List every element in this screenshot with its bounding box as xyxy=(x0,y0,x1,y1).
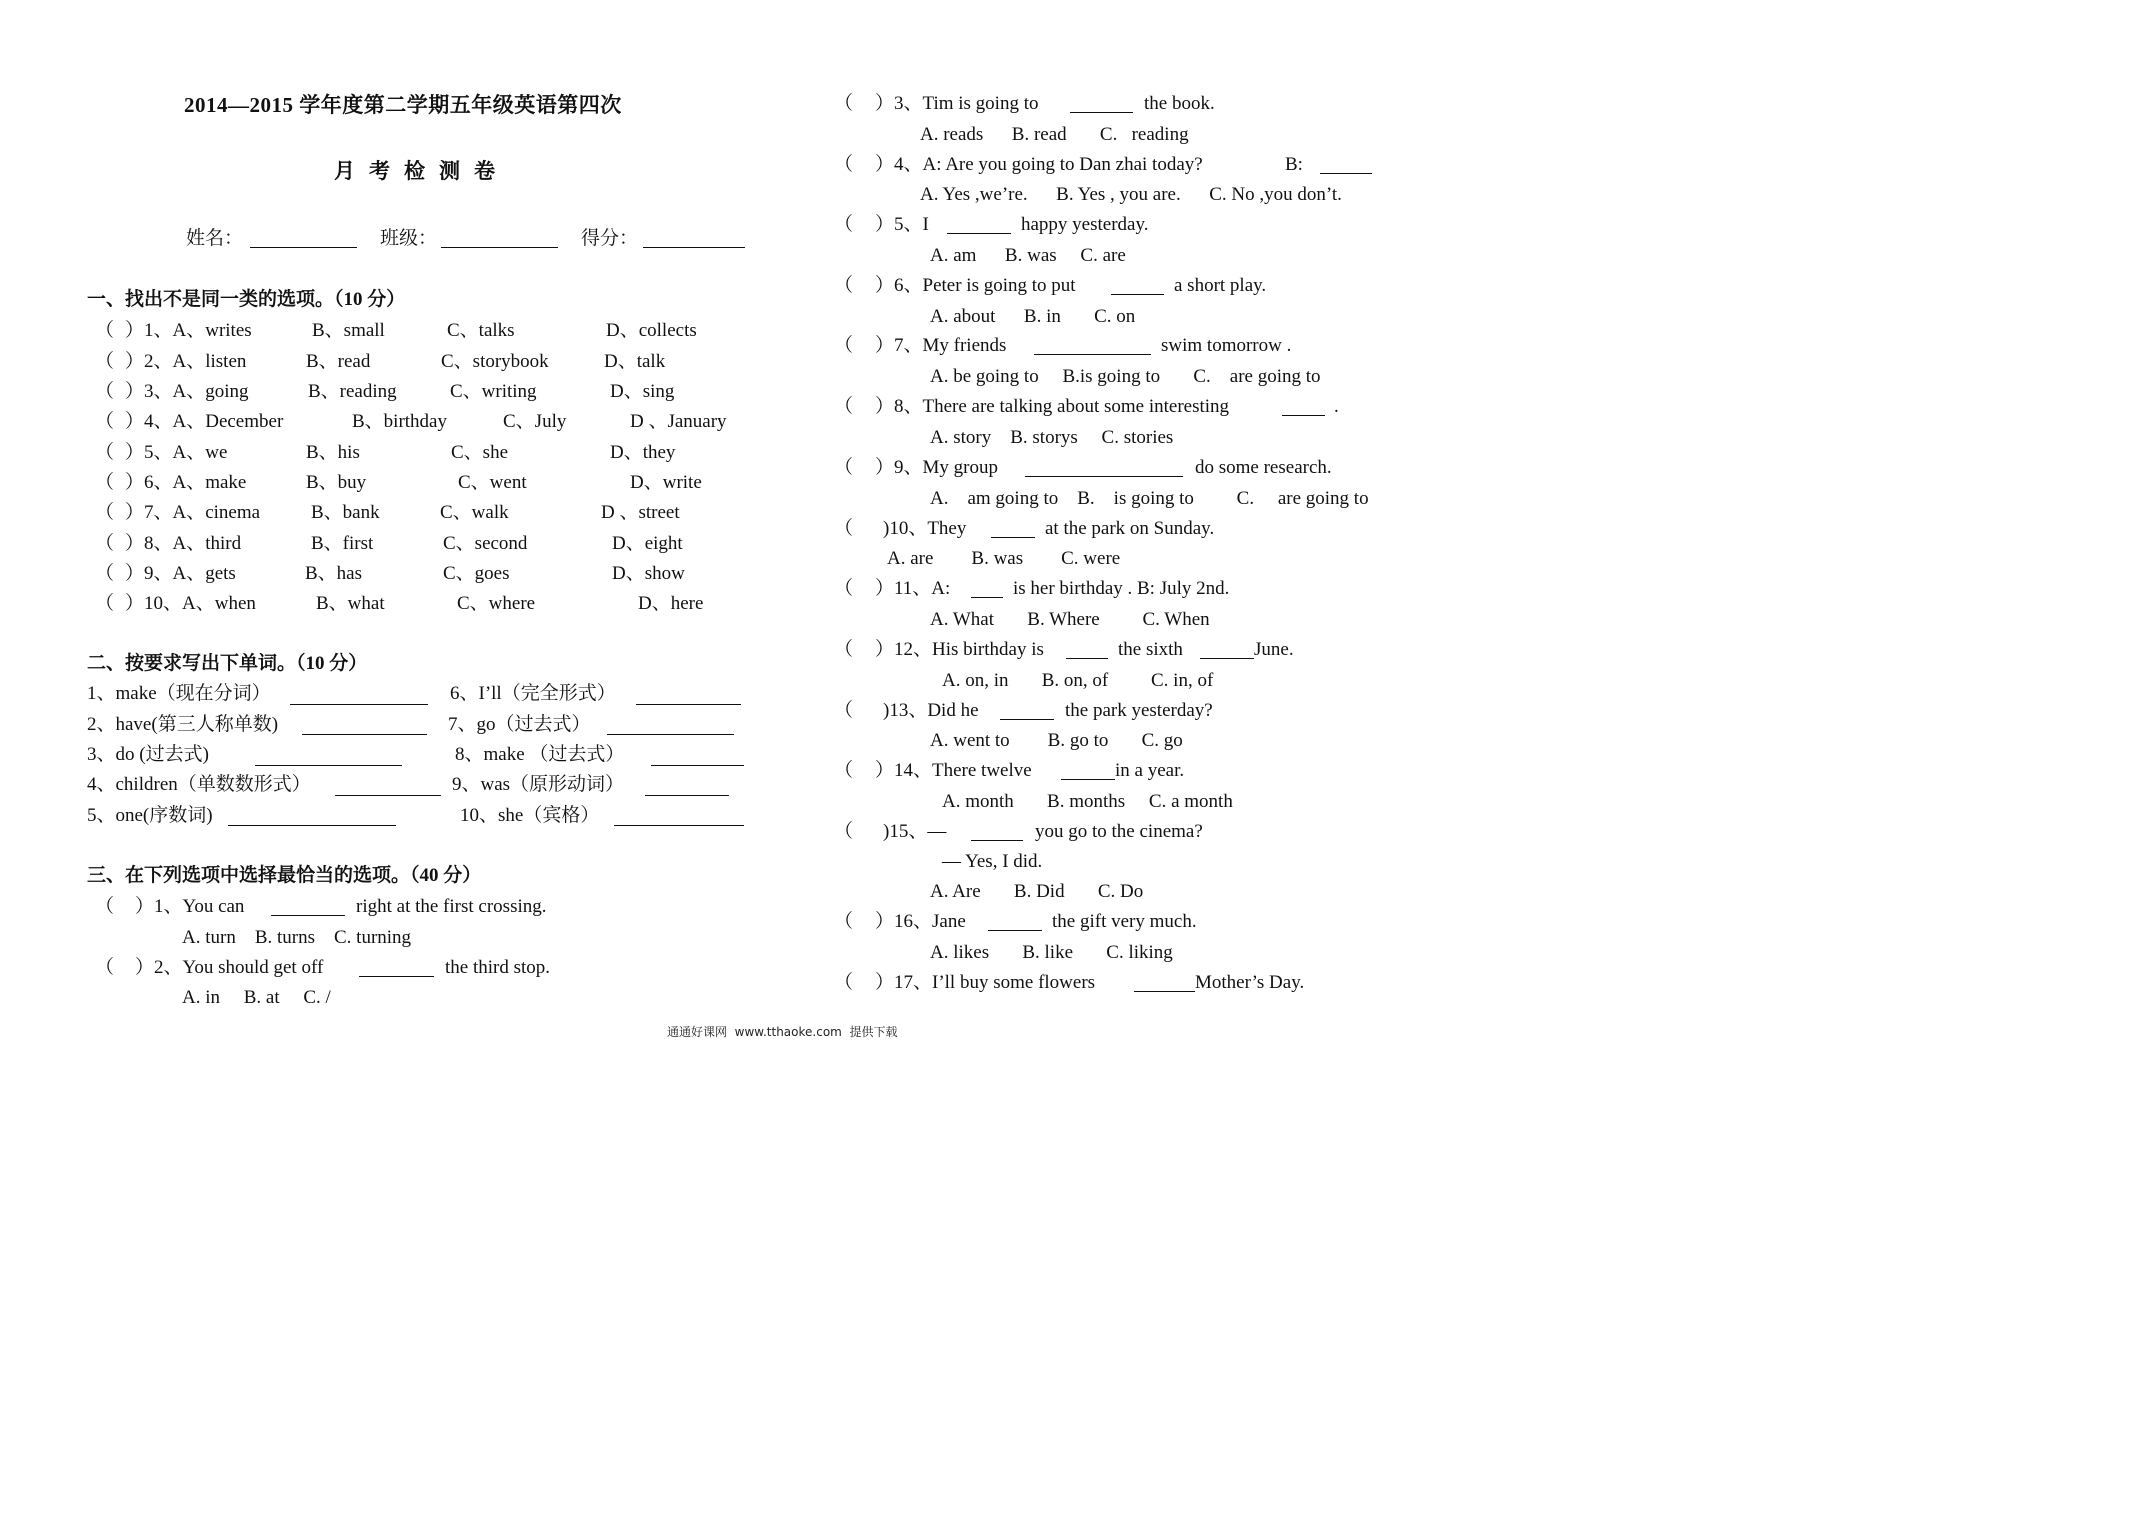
answer-blank[interactable] xyxy=(255,765,402,766)
question-stem: the sixth xyxy=(1118,639,1183,660)
question-stem: ）16、Jane xyxy=(875,911,966,932)
question-stem: is her birthday . B: July 2nd. xyxy=(1013,578,1230,599)
question-stem: ）2、You should get off xyxy=(135,957,324,978)
answer-paren[interactable]: （ xyxy=(834,518,854,539)
question-option-b: B、read xyxy=(306,351,371,372)
question-stem: ）8、There are talking about some interesting xyxy=(875,396,1230,417)
question-stem: do some research. xyxy=(1195,457,1332,478)
exam-title: 2014—2015 学年度第二学期五年级英语第四次 xyxy=(184,93,622,117)
answer-blank[interactable] xyxy=(1200,658,1254,659)
question-option-c: C、she xyxy=(451,442,509,463)
answer-paren[interactable]: （ xyxy=(95,320,115,341)
question-stem: ）12、His birthday is xyxy=(875,639,1044,660)
answer-blank[interactable] xyxy=(636,704,741,705)
question-stem: )15、— xyxy=(883,821,947,842)
answer-blank[interactable] xyxy=(614,825,744,826)
question-options: A. on, in B. on, of C. in, of xyxy=(942,670,1214,691)
answer-paren[interactable]: （ xyxy=(95,381,115,402)
question-options: A. are B. was C. were xyxy=(887,548,1121,569)
question-option-d: D、talk xyxy=(604,351,666,372)
question-option-c: C、writing xyxy=(450,381,537,402)
answer-paren[interactable]: （ xyxy=(834,457,854,478)
question-options: A. reads B. read C. reading xyxy=(920,124,1189,145)
question-stem: happy yesterday. xyxy=(1021,214,1149,235)
word-prompt: 8、make （过去式） xyxy=(455,744,625,765)
question-stem: the gift very much. xyxy=(1052,911,1197,932)
answer-paren[interactable]: （ xyxy=(834,700,854,721)
answer-paren[interactable]: （ xyxy=(834,93,854,114)
word-prompt: 6、I’ll（完全形式） xyxy=(450,683,616,704)
question-option-c: C、July xyxy=(503,411,567,432)
word-prompt: 1、make（现在分词） xyxy=(87,683,271,704)
question-option-d: D、sing xyxy=(610,381,675,402)
question-options: A. turn B. turns C. turning xyxy=(182,927,412,948)
answer-blank[interactable] xyxy=(991,537,1035,538)
question-stem: the park yesterday? xyxy=(1065,700,1213,721)
question-option-a: ）1、A、writes xyxy=(125,320,252,341)
answer-blank[interactable] xyxy=(335,795,441,796)
question-stem: ）7、My friends xyxy=(875,335,1007,356)
question-option-a: ）5、A、we xyxy=(125,442,228,463)
question-option-c: C、walk xyxy=(440,502,509,523)
question-option-a: ）3、A、going xyxy=(125,381,249,402)
answer-blank[interactable] xyxy=(1282,415,1325,416)
question-stem: ）9、My group xyxy=(875,457,998,478)
answer-blank[interactable] xyxy=(607,734,734,735)
section2-title: 二、按要求写出下单词。（10 分） xyxy=(87,653,368,674)
question-stem: ）14、There twelve xyxy=(875,760,1032,781)
answer-blank[interactable] xyxy=(359,976,434,977)
dialogue-answer: — Yes, I did. xyxy=(942,851,1043,872)
answer-paren[interactable]: （ xyxy=(95,351,115,372)
question-stem: swim tomorrow . xyxy=(1161,335,1292,356)
question-option-b: B、has xyxy=(305,563,363,584)
answer-paren[interactable]: （ xyxy=(95,957,115,978)
answer-paren[interactable]: （ xyxy=(834,275,854,296)
question-stem: ）5、I xyxy=(875,214,929,235)
answer-paren[interactable]: （ xyxy=(834,335,854,356)
answer-paren[interactable]: （ xyxy=(95,411,115,432)
answer-blank[interactable] xyxy=(1034,354,1151,355)
question-option-c: C、storybook xyxy=(441,351,549,372)
question-options: A. about B. in C. on xyxy=(930,306,1136,327)
question-options: A. Are B. Did C. Do xyxy=(930,881,1144,902)
question-options: A. be going to B.is going to C. are going to xyxy=(930,366,1321,387)
question-option-d: D 、January xyxy=(630,411,727,432)
answer-blank[interactable] xyxy=(971,597,1003,598)
question-option-d: D、show xyxy=(612,563,685,584)
answer-paren[interactable]: （ xyxy=(95,472,115,493)
question-stem: B: xyxy=(1285,154,1303,175)
section3-title: 三、在下列选项中选择最恰当的选项。（40 分） xyxy=(87,865,482,886)
word-prompt: 10、she（宾格） xyxy=(460,805,600,826)
class-label: 班级： xyxy=(380,228,438,249)
question-option-a: ）4、A、December xyxy=(125,411,284,432)
score-label: 得分： xyxy=(581,228,639,249)
question-option-a: ）2、A、listen xyxy=(125,351,247,372)
answer-paren[interactable]: （ xyxy=(834,396,854,417)
answer-blank[interactable] xyxy=(947,233,1011,234)
question-option-a: ）6、A、make xyxy=(125,472,247,493)
footer-source: 通通好课网 www.tthaoke.com 提供下载 xyxy=(667,1025,898,1039)
answer-blank[interactable] xyxy=(971,840,1023,841)
answer-blank[interactable] xyxy=(1000,719,1054,720)
answer-paren[interactable]: （ xyxy=(834,972,854,993)
question-stem: ）6、Peter is going to put xyxy=(875,275,1076,296)
answer-paren[interactable]: （ xyxy=(834,578,854,599)
question-options: A. likes B. like C. liking xyxy=(930,942,1173,963)
question-stem: in a year. xyxy=(1115,760,1185,781)
answer-blank[interactable] xyxy=(1025,476,1183,477)
answer-paren[interactable]: （ xyxy=(95,442,115,463)
question-option-b: B、his xyxy=(306,442,360,463)
question-option-b: B、what xyxy=(316,593,385,614)
question-stem: ）1、You can xyxy=(135,896,245,917)
answer-paren[interactable]: （ xyxy=(95,563,115,584)
question-option-b: B、buy xyxy=(306,472,367,493)
question-option-d: D、here xyxy=(638,593,704,614)
name-label: 姓名： xyxy=(186,228,244,249)
question-option-d: D、eight xyxy=(612,533,683,554)
question-options: A. in B. at C. / xyxy=(182,987,331,1008)
answer-paren[interactable]: （ xyxy=(95,502,115,523)
question-options: A. am B. was C. are xyxy=(930,245,1126,266)
question-option-c: C、goes xyxy=(443,563,510,584)
answer-paren[interactable]: （ xyxy=(834,214,854,235)
answer-paren[interactable]: （ xyxy=(834,760,854,781)
question-stem: )10、They xyxy=(883,518,967,539)
answer-blank[interactable] xyxy=(1111,294,1164,295)
section1-title: 一、找出不是同一类的选项。（10 分） xyxy=(87,289,406,310)
question-option-d: D、collects xyxy=(606,320,697,341)
question-options: A. story B. storys C. stories xyxy=(930,427,1174,448)
answer-paren[interactable]: （ xyxy=(95,593,115,614)
answer-paren[interactable]: （ xyxy=(834,639,854,660)
question-option-b: B、small xyxy=(312,320,385,341)
word-prompt: 5、one(序数词) xyxy=(87,805,213,826)
question-stem: a short play. xyxy=(1174,275,1267,296)
question-options: A. went to B. go to C. go xyxy=(930,730,1183,751)
answer-blank[interactable] xyxy=(1320,173,1372,174)
answer-blank[interactable] xyxy=(302,734,427,735)
word-prompt: 9、was（原形动词） xyxy=(452,774,625,795)
answer-blank[interactable] xyxy=(228,825,396,826)
word-prompt: 3、do (过去式) xyxy=(87,744,209,765)
question-options: A. Yes ,we’re. B. Yes , you are. C. No ,you don’t. xyxy=(920,184,1342,205)
question-option-d: D、write xyxy=(630,472,702,493)
word-prompt: 7、go（过去式） xyxy=(448,714,591,735)
question-option-b: B、birthday xyxy=(352,411,447,432)
answer-blank[interactable] xyxy=(290,704,428,705)
score-field[interactable] xyxy=(643,247,745,248)
word-prompt: 4、children（单数数形式） xyxy=(87,774,311,795)
question-option-a: ）8、A、third xyxy=(125,533,242,554)
answer-blank[interactable] xyxy=(1134,991,1195,992)
question-option-a: ）7、A、cinema xyxy=(125,502,261,523)
question-option-b: B、bank xyxy=(311,502,380,523)
question-options: A. am going to B. is going to C. are going to xyxy=(930,488,1369,509)
question-stem: ）4、A: Are you going to Dan zhai today? xyxy=(875,154,1203,175)
answer-blank[interactable] xyxy=(1066,658,1108,659)
question-stem: ）3、Tim is going to xyxy=(875,93,1039,114)
question-stem: )13、Did he xyxy=(883,700,979,721)
question-stem: the book. xyxy=(1144,93,1215,114)
answer-blank[interactable] xyxy=(271,915,345,916)
question-stem: June. xyxy=(1254,639,1294,660)
answer-paren[interactable]: （ xyxy=(95,533,115,554)
question-stem: right at the first crossing. xyxy=(356,896,547,917)
answer-blank[interactable] xyxy=(1061,779,1115,780)
question-option-c: C、talks xyxy=(447,320,515,341)
class-field[interactable] xyxy=(441,247,558,248)
answer-blank[interactable] xyxy=(645,795,729,796)
question-option-d: D 、street xyxy=(601,502,680,523)
question-options: A. month B. months C. a month xyxy=(942,791,1233,812)
question-stem: . xyxy=(1334,396,1339,417)
answer-blank[interactable] xyxy=(1070,112,1133,113)
exam-subtitle: 月考检测卷 xyxy=(334,159,509,183)
question-stem: Mother’s Day. xyxy=(1195,972,1305,993)
question-option-c: C、where xyxy=(457,593,536,614)
question-stem: ）17、I’ll buy some flowers xyxy=(875,972,1096,993)
answer-paren[interactable]: （ xyxy=(834,154,854,175)
question-option-b: B、reading xyxy=(308,381,397,402)
answer-paren[interactable]: （ xyxy=(834,821,854,842)
answer-paren[interactable]: （ xyxy=(834,911,854,932)
answer-paren[interactable]: （ xyxy=(95,896,115,917)
question-option-c: C、went xyxy=(458,472,527,493)
name-field[interactable] xyxy=(250,247,357,248)
question-option-a: ）10、A、when xyxy=(125,593,256,614)
question-option-c: C、second xyxy=(443,533,528,554)
question-option-d: D、they xyxy=(610,442,676,463)
question-stem: you go to the cinema? xyxy=(1035,821,1203,842)
word-prompt: 2、have(第三人称单数) xyxy=(87,714,279,735)
answer-blank[interactable] xyxy=(651,765,744,766)
question-stem: at the park on Sunday. xyxy=(1045,518,1215,539)
question-stem: ）11、A: xyxy=(875,578,951,599)
question-option-b: B、first xyxy=(311,533,374,554)
question-options: A. What B. Where C. When xyxy=(930,609,1210,630)
answer-blank[interactable] xyxy=(988,930,1042,931)
question-option-a: ）9、A、gets xyxy=(125,563,236,584)
question-stem: the third stop. xyxy=(445,957,551,978)
